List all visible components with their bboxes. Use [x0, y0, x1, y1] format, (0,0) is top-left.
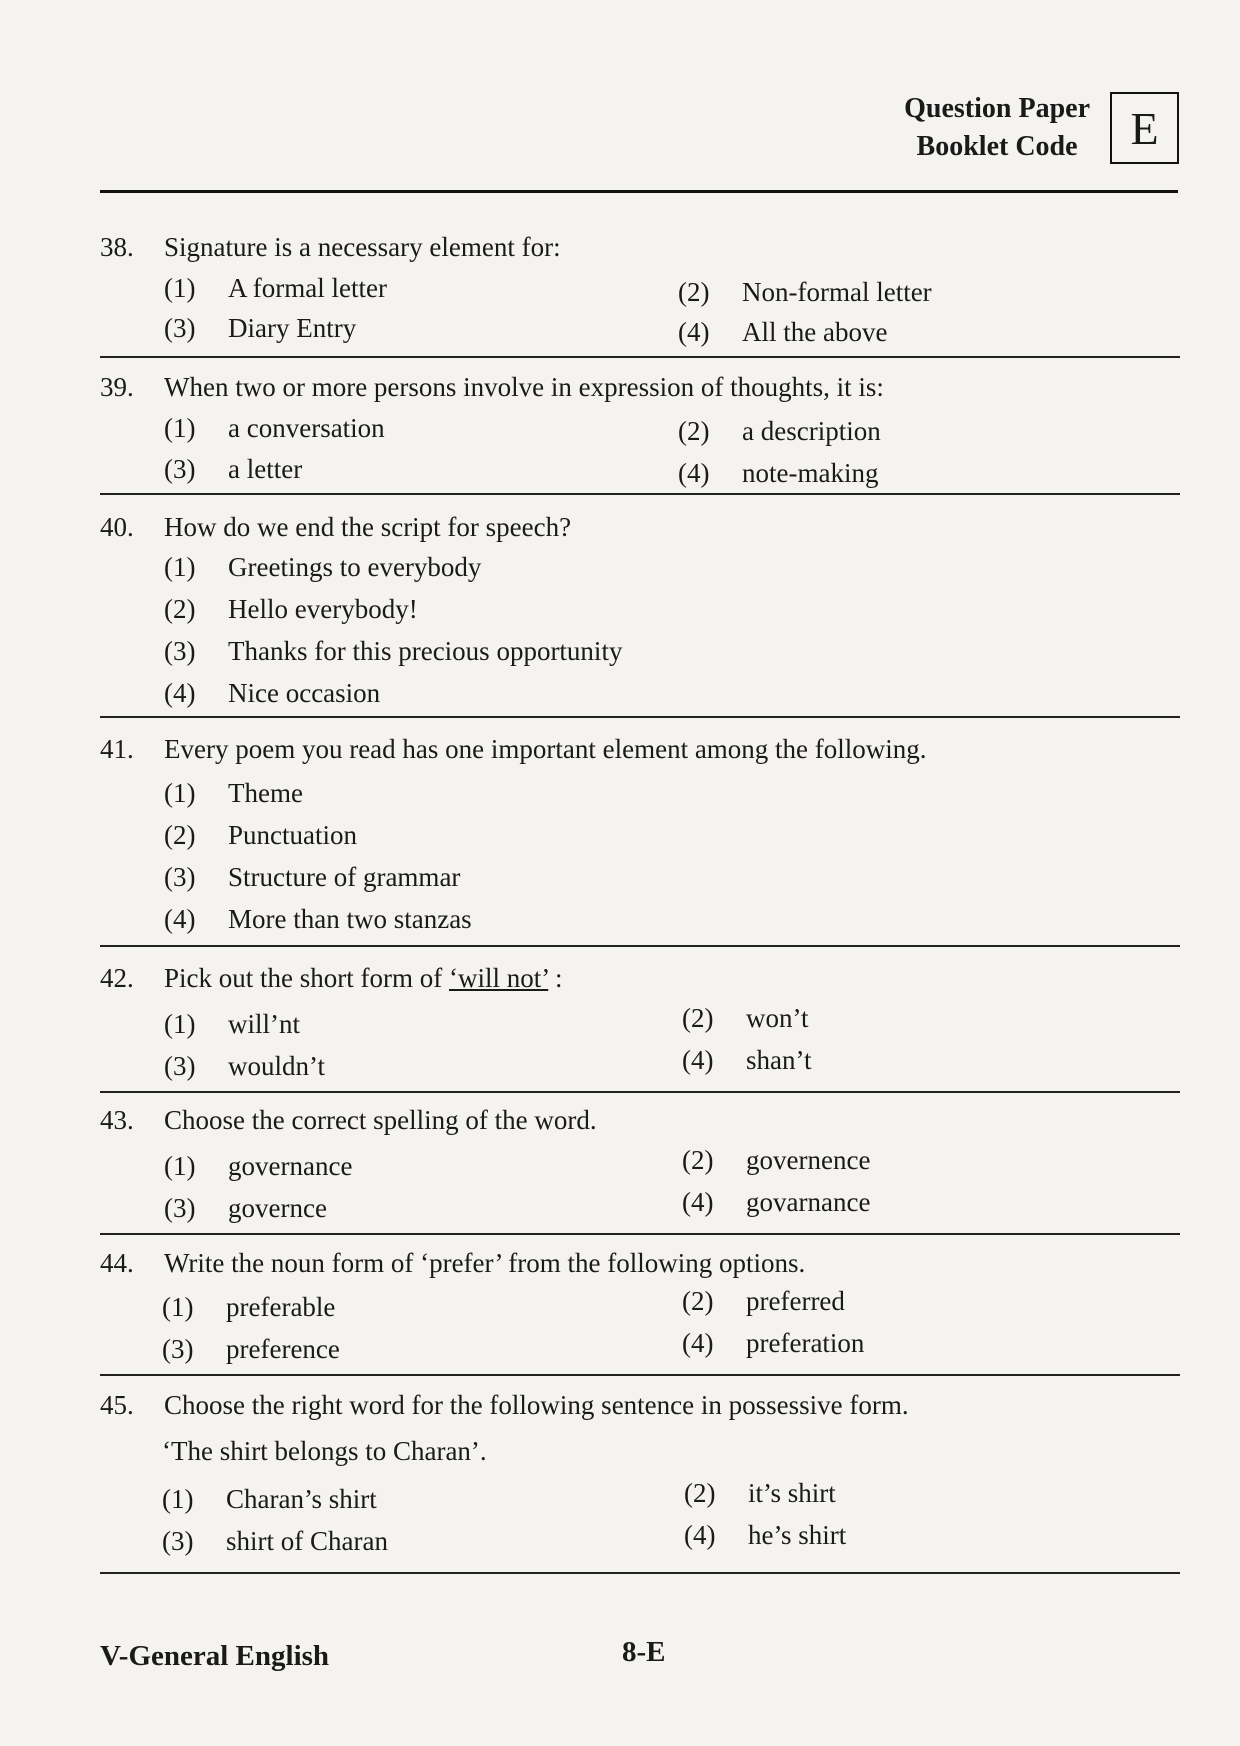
option-text: will’nt: [228, 1009, 300, 1039]
option-4: [164, 678, 380, 709]
option-number: (4): [678, 317, 710, 347]
option-text: More than two stanzas: [228, 904, 472, 934]
option-text: A formal letter: [228, 273, 387, 303]
question-divider: [100, 356, 1180, 358]
subject-footer: V-General English: [100, 1640, 330, 1672]
option-number: (4): [684, 1520, 716, 1550]
option-text: Hello everybody!: [228, 594, 418, 624]
option-1: [164, 778, 303, 809]
question-divider: [100, 945, 1180, 947]
option-2: [682, 1003, 809, 1034]
option-4: [164, 904, 472, 935]
booklet-code-box: E: [1110, 92, 1179, 164]
option-1: [164, 413, 385, 444]
option-4: [682, 1328, 864, 1359]
question-text: When two or more persons involve in expression of thoughts, it is:: [164, 372, 884, 402]
option-number: (1): [164, 552, 196, 582]
question-number: 40.: [100, 512, 134, 542]
option-2: [164, 820, 357, 851]
header-divider: [100, 190, 1178, 193]
option-text: Punctuation: [228, 820, 357, 850]
option-number: (2): [678, 416, 710, 446]
option-number: (2): [684, 1478, 716, 1508]
option-4: [678, 458, 878, 489]
question-text: Choose the right word for the following sentence in possessive form.: [164, 1390, 909, 1420]
question-divider: [100, 1233, 1180, 1235]
option-2: [682, 1286, 845, 1317]
option-number: (3): [164, 1051, 196, 1081]
question-number: 39.: [100, 372, 134, 402]
option-3: [164, 636, 622, 667]
question-text-underlined: ‘will not’: [448, 963, 549, 993]
question-number: 45.: [100, 1390, 134, 1420]
question-text: Signature is a necessary element for:: [164, 232, 561, 262]
option-text: wouldn’t: [228, 1051, 326, 1081]
option-text: Diary Entry: [228, 313, 357, 343]
question-text: [164, 963, 562, 994]
question-text: How do we end the script for speech?: [164, 512, 572, 542]
option-1: [164, 1009, 300, 1040]
option-number: (4): [682, 1328, 714, 1358]
option-4: [678, 317, 887, 348]
option-number: (2): [164, 820, 196, 850]
option-3: [164, 1051, 325, 1082]
option-1: [162, 1292, 335, 1323]
option-number: (1): [162, 1484, 194, 1514]
option-3: [164, 313, 356, 344]
option-text: preferable: [226, 1292, 336, 1322]
option-1: [164, 273, 387, 304]
option-number: (1): [164, 1009, 196, 1039]
option-number: (1): [164, 1151, 196, 1181]
option-4: [682, 1187, 870, 1218]
question-divider: [100, 1091, 1180, 1093]
question-number: 43.: [100, 1105, 134, 1135]
option-number: (4): [164, 904, 196, 934]
option-text: All the above: [742, 317, 888, 347]
option-text: govarnance: [746, 1187, 871, 1217]
booklet-code-label: [904, 90, 1090, 166]
question-number: 44.: [100, 1248, 134, 1278]
option-2: [684, 1478, 836, 1509]
option-text: Thanks for this precious opportunity: [228, 636, 623, 666]
question-text-before: Pick out the short form of: [164, 963, 449, 993]
question-text: Every poem you read has one important element among the following.: [164, 734, 927, 764]
option-2: [678, 277, 932, 308]
option-number: (2): [682, 1286, 714, 1316]
option-number: (4): [164, 678, 196, 708]
option-number: (3): [164, 1193, 196, 1223]
question-divider: [100, 493, 1180, 495]
option-number: (2): [164, 594, 196, 624]
option-text: Nice occasion: [228, 678, 381, 708]
option-number: (3): [164, 454, 196, 484]
option-3: [164, 454, 302, 485]
option-3: [164, 1193, 327, 1224]
option-text: note-making: [742, 458, 879, 488]
question-number: 42.: [100, 963, 134, 993]
question-divider: [100, 1572, 1180, 1574]
header-line-2: Booklet Code: [916, 131, 1078, 162]
option-1: [164, 1151, 352, 1182]
option-text: preferation: [746, 1328, 865, 1358]
option-4: [684, 1520, 846, 1551]
option-text: governce: [228, 1193, 327, 1223]
header-line-1: Question Paper: [904, 93, 1090, 124]
option-number: (3): [162, 1334, 194, 1364]
page-number: 8-E: [622, 1636, 666, 1668]
option-number: (2): [678, 277, 710, 307]
option-number: (1): [164, 273, 196, 303]
option-3: [162, 1526, 388, 1557]
option-text: Non-formal letter: [742, 277, 932, 307]
option-number: (3): [164, 313, 196, 343]
option-1: [162, 1484, 377, 1515]
option-text: governence: [746, 1145, 871, 1175]
option-number: (4): [682, 1045, 714, 1075]
option-number: (4): [682, 1187, 714, 1217]
option-3: [164, 862, 460, 893]
option-text: shirt of Charan: [226, 1526, 388, 1556]
option-4: [682, 1045, 812, 1076]
option-text: governance: [228, 1151, 353, 1181]
question-divider: [100, 1374, 1180, 1376]
option-text: he’s shirt: [748, 1520, 847, 1550]
option-text: shan’t: [746, 1045, 812, 1075]
option-2: [164, 594, 418, 625]
option-1: [164, 552, 481, 583]
option-text: Greetings to everybody: [228, 552, 482, 582]
example-sentence: ‘The shirt belongs to Charan’.: [162, 1436, 487, 1466]
question-divider: [100, 716, 1180, 718]
option-number: (2): [682, 1003, 714, 1033]
option-number: (3): [164, 862, 196, 892]
option-text: it’s shirt: [748, 1478, 836, 1508]
option-text: a conversation: [228, 413, 385, 443]
option-number: (1): [162, 1292, 194, 1322]
option-number: (1): [164, 778, 196, 808]
option-text: Theme: [228, 778, 303, 808]
option-text: preferred: [746, 1286, 845, 1316]
question-text: Write the noun form of ‘prefer’ from the following options.: [164, 1248, 806, 1278]
question-text: Choose the correct spelling of the word.: [164, 1105, 597, 1135]
page-header: [0, 0, 1240, 200]
option-number: (3): [164, 636, 196, 666]
option-text: Structure of grammar: [228, 862, 461, 892]
option-3: [162, 1334, 340, 1365]
option-number: (2): [682, 1145, 714, 1175]
question-text-after: :: [548, 963, 563, 993]
question-number: 41.: [100, 734, 134, 764]
option-text: won’t: [746, 1003, 809, 1033]
option-text: a letter: [228, 454, 303, 484]
option-text: preference: [226, 1334, 340, 1364]
option-text: Charan’s shirt: [226, 1484, 377, 1514]
option-number: (4): [678, 458, 710, 488]
option-number: (1): [164, 413, 196, 443]
option-text: a description: [742, 416, 881, 446]
question-number: 38.: [100, 232, 134, 262]
option-number: (3): [162, 1526, 194, 1556]
option-2: [678, 416, 881, 447]
option-2: [682, 1145, 870, 1176]
